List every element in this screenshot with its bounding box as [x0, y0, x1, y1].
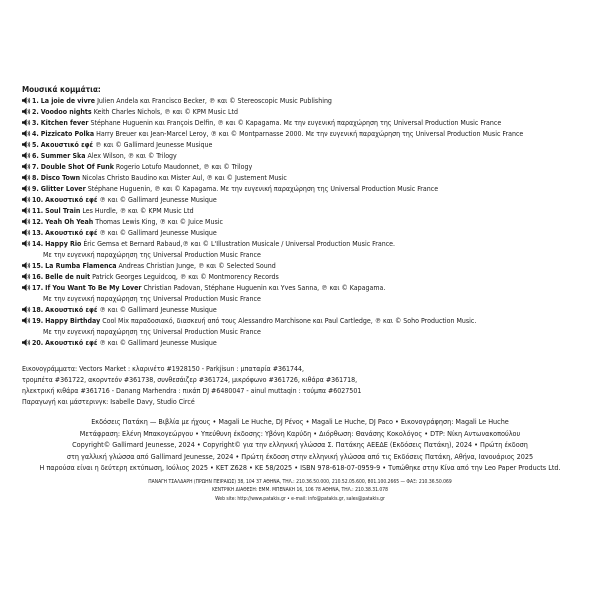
track-credit: Alex Wilson, ℗ και © Trilogy: [87, 152, 177, 160]
track-credit: ℗ και © Gallimard Jeunesse Musique: [99, 229, 217, 237]
footer-line: στη γαλλική γλώσσα από Gallimard Jeunesse, 2024 • Πρώτη έκδοση στην ελληνική γλώσσα από τις Εκδόσεις Πατάκη, Αθήνα, Ιανουάριος 2025: [66, 451, 534, 461]
track-credit-continued: Με την ευγενική παραχώρηση της Universal Production Music France: [43, 295, 261, 303]
track-title: Yeah Oh Yeah: [45, 218, 94, 226]
speaker-icon: [22, 152, 31, 159]
track-credit: Éric Gemsa et Bernard Rabaud,℗ και © L'Illustration Musicale / Universal Production Music France.: [83, 240, 396, 248]
track-item: [22, 217, 582, 228]
track-number: 10.: [32, 196, 44, 204]
speaker-icon: [22, 130, 31, 137]
footer-contact-line: Web site: http://www.patakis.gr • e-mail: info@patakis.gr, sales@patakis.gr: [215, 495, 385, 502]
track-title: Disco Town: [40, 174, 81, 182]
credits-block: [22, 364, 582, 408]
track-credit: Andreas Christian Junge, ℗ και © Selected Sound: [118, 262, 276, 270]
track-number: 13.: [32, 229, 44, 237]
track-number: 17.: [32, 284, 44, 292]
track-item: [22, 338, 582, 349]
footer-main-lines: [0, 416, 600, 474]
track-credit: Keith Charles Nichols, ℗ και © KPM Music Ltd: [93, 108, 238, 116]
track-item: [22, 206, 582, 217]
speaker-icon: [22, 141, 31, 148]
credit-line: Παραγωγή και μάστερινγκ: Isabelle Davy, Studio Circé: [22, 398, 195, 406]
track-title: Kitchen fever: [40, 119, 89, 127]
track-credit: ℗ και © Gallimard Jeunesse Musique: [95, 141, 213, 149]
track-credit: Nicolas Christo Baudino και Mister Aul, ℗ και © Justement Music: [82, 174, 287, 182]
track-title: Ακουστικό εφέ: [45, 339, 98, 347]
footer-line: Μετάφραση: Ελένη Μπακογεώργου • Υπεύθυνη έκδοσης: Υβόνη Καρύδη • Διόρθωση: Θανάσης Κοκολόγος • DTP: Νίκη Αντωνακοπούλου: [79, 428, 521, 438]
speaker-icon: [22, 108, 31, 115]
track-number: 15.: [32, 262, 44, 270]
speaker-icon: [22, 196, 31, 203]
tracklist-heading: Μουσικά κομμάτια:: [22, 85, 101, 94]
track-credit: ℗ και © Gallimard Jeunesse Musique: [99, 196, 217, 204]
track-title: La joie de vivre: [40, 97, 96, 105]
track-title: Voodoo nights: [40, 108, 92, 116]
speaker-icon: [22, 240, 31, 247]
track-credit: Christian Padovan, Stéphane Huguenin και Yves Sanna, ℗ και © Kapagama.: [143, 284, 386, 292]
track-credit: Julien Andela και Francisco Becker, ℗ και © Stereoscopic Music Publishing: [97, 97, 332, 105]
track-credit: Stéphane Huguenin και François Delfin, ℗ και © Kapagama. Με την ευγενική παραχώρηση της Universal Production Music France: [90, 119, 502, 127]
track-credit: Rogerio Lotufo Maudonnet, ℗ και © Trilogy: [115, 163, 253, 171]
track-title: Belle de nuit: [45, 273, 91, 281]
speaker-icon: [22, 207, 31, 214]
footer-line: Η παρούσα είναι η δεύτερη εκτύπωση, Ιούλιος 2025 • ΚΕΤ Ζ628 • ΚΕ 58/2025 • ISBN 978-618-07-0959-9 • Τυπώθηκε στην Κίνα από την Leo Paper Products Ltd.: [39, 463, 561, 472]
track-credit: Patrick Georges Leguidcoq, ℗ και © Montmorency Records: [92, 273, 279, 281]
footer-contact-line: ΚΕΝΤΡΙΚΗ ΔΙΑΘΕΣΗ: ΕΜΜ. ΜΠΕΝΑΚΗ 16, 106 78 ΑΘΗΝΑ, ΤΗΛ.: 210.38.31.078: [211, 487, 389, 493]
footer-line: Copyright© Gallimard Jeunesse, 2024 • Copyright© για την ελληνική γλώσσα Σ. Πατάκης ΑΕΕΔΕ (Εκδόσεις Πατάκη), 2024 • Πρώτη έκδοση: [72, 440, 528, 449]
track-item: [22, 305, 582, 316]
track-item: [22, 173, 582, 184]
track-number: 9.: [32, 185, 39, 193]
speaker-icon: [22, 306, 31, 313]
track-credit: Stéphane Huguenin, ℗ και © Kapagama. Με την ευγενική παραχώρηση της Universal Production Music France: [87, 185, 439, 193]
track-title: Soul Train: [45, 207, 81, 215]
track-credit-continued: Με την ευγενική παραχώρηση της Universal Production Music France: [43, 251, 261, 259]
track-number: 2.: [32, 108, 39, 116]
track-number: 18.: [32, 306, 44, 314]
credit-line: τρομπέτα #361722, ακορντεόν #361738, συνθεσάιζερ #361724, μικρόφωνο #361726, κιθάρα #361718,: [22, 376, 358, 384]
speaker-icon: [22, 339, 31, 346]
track-credit: Cool Mix παραδοσιακό, διασκευή από τους Alessandro Marchisone και Paul Cartledge, ℗ και © Soho Production Music.: [102, 317, 477, 325]
speaker-icon: [22, 284, 31, 291]
track-title: Double Shot Of Funk: [40, 163, 114, 171]
track-title: Ακουστικό εφέ: [45, 229, 98, 237]
track-number: 8.: [32, 174, 39, 182]
track-number: 7.: [32, 163, 39, 171]
track-title: Summer Ska: [40, 152, 86, 160]
track-credit-continued: Με την ευγενική παραχώρηση της Universal Production Music France: [43, 328, 261, 336]
track-title: Ακουστικό εφέ: [45, 196, 98, 204]
tracklist: [22, 96, 582, 349]
track-item: [22, 239, 582, 261]
track-number: 12.: [32, 218, 44, 226]
speaker-icon: [22, 163, 31, 170]
track-item: [22, 107, 582, 118]
track-title: La Rumba Flamenca: [45, 262, 117, 270]
track-title: Ακουστικό εφέ: [45, 306, 98, 314]
track-item: [22, 184, 582, 195]
track-credit: Harry Breuer και Jean-Marcel Leroy, ℗ και © Montparnasse 2000. Με την ευγενική παραχώρηση της Universal Production Music France: [96, 130, 524, 138]
footer-contact-lines: [0, 478, 600, 504]
track-number: 11.: [32, 207, 44, 215]
track-number: 20.: [32, 339, 44, 347]
track-number: 1.: [32, 97, 39, 105]
track-credit: Thomas Lewis King, ℗ και © Juice Music: [95, 218, 223, 226]
track-credit: ℗ και © Gallimard Jeunesse Musique: [99, 339, 217, 347]
track-title: Ακουστικό εφέ: [40, 141, 94, 149]
track-number: 16.: [32, 273, 44, 281]
speaker-icon: [22, 229, 31, 236]
speaker-icon: [22, 97, 31, 104]
track-item: [22, 195, 582, 206]
credit-line: ηλεκτρική κιθάρα #361716 - Danang Marhendra : πικάπ DJ #6480047 - ainul muttaqin : τούμπα #6027501: [22, 387, 362, 395]
track-title: Glitter Lover: [40, 185, 86, 193]
track-item: [22, 129, 582, 140]
track-item: [22, 228, 582, 239]
track-title: Pizzicato Polka: [40, 130, 95, 138]
track-item: [22, 283, 582, 305]
speaker-icon: [22, 119, 31, 126]
track-item: [22, 118, 582, 129]
speaker-icon: [22, 174, 31, 181]
track-number: 6.: [32, 152, 39, 160]
speaker-icon: [22, 262, 31, 269]
track-item: [22, 96, 582, 107]
track-credit: Les Hurdle, ℗ και © KPM Music Ltd: [82, 207, 194, 215]
track-item: [22, 140, 582, 151]
track-number: 4.: [32, 130, 39, 138]
publisher-footer: [0, 416, 600, 503]
track-title: Happy Birthday: [45, 317, 101, 325]
footer-line: Εκδόσεις Πατάκη — Βιβλία με ήχους • Magali Le Huche, DJ Ρένος • Magali Le Huche, DJ Paco • Εικονογράφηση: Magali Le Huche: [91, 417, 509, 426]
track-title: If You Want To Be My Lover: [45, 284, 142, 292]
speaker-icon: [22, 185, 31, 192]
footer-contact-line: ΠΑΝΑΓΗ ΤΣΑΛΔΑΡΗ (ΠΡΩΗΝ ΠΕΙΡΑΙΩΣ) 38, 104 37 ΑΘΗΝΑ, ΤΗΛ.: 210.36.50.000, 210.52.05.600, 801.100.2665 — ΦΑΞ: 210.36.50.069: [148, 478, 452, 485]
track-title: Happy Rio: [45, 240, 82, 248]
track-item: [22, 272, 582, 283]
credit-line: Εικονογράμματα: Vectors Market : κλαρινέτο #1928150 - Parkjisun : μπαταρία #361744,: [22, 365, 305, 373]
speaker-icon: [22, 218, 31, 225]
track-item: [22, 162, 582, 173]
track-number: 14.: [32, 240, 44, 248]
track-item: [22, 151, 582, 162]
track-item: [22, 316, 582, 338]
track-credit: ℗ και © Gallimard Jeunesse Musique: [99, 306, 217, 314]
track-item: [22, 261, 582, 272]
speaker-icon: [22, 273, 31, 280]
track-number: 19.: [32, 317, 44, 325]
speaker-icon: [22, 317, 31, 324]
track-number: 5.: [32, 141, 39, 149]
track-number: 3.: [32, 119, 39, 127]
